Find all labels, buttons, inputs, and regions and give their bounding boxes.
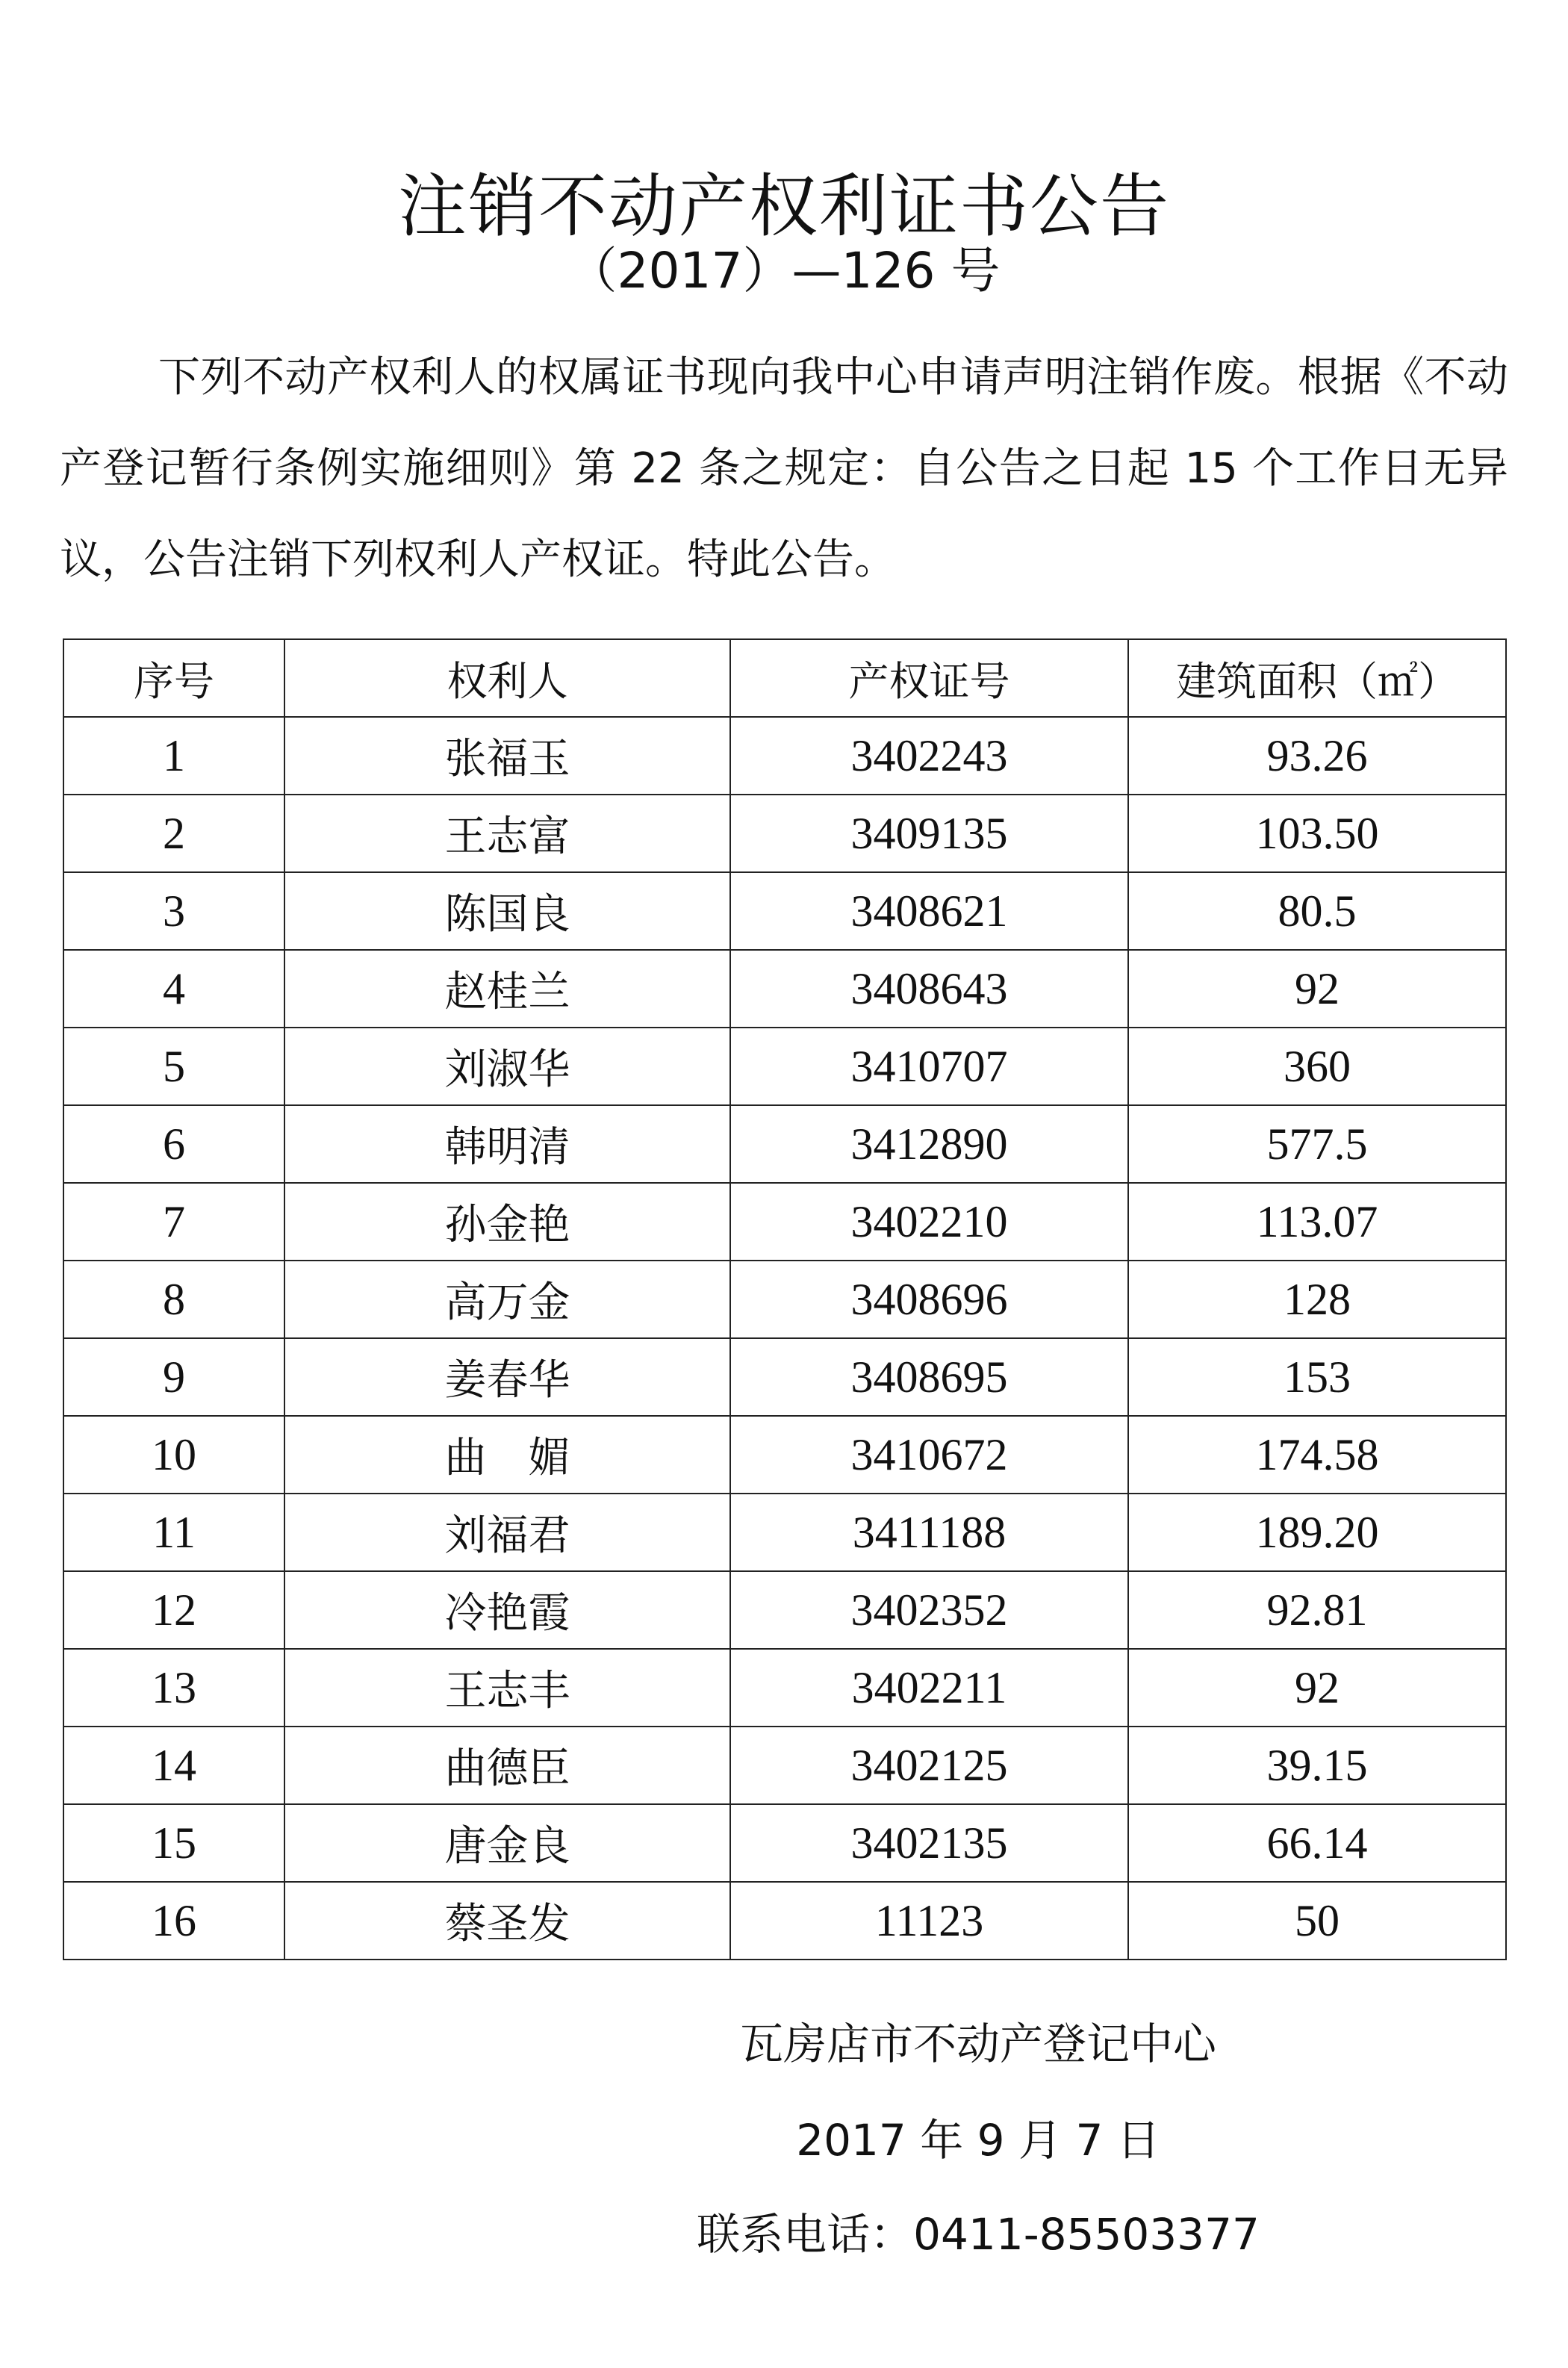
floor-area-cell: 92: [1128, 950, 1506, 1028]
header-owner: 权利人: [284, 639, 730, 717]
certificate-number-cell: 3408695: [730, 1338, 1128, 1416]
serial-number-cell: 10: [63, 1416, 284, 1494]
certificate-number-cell: 3409135: [730, 795, 1128, 872]
certificate-number-cell: 3408696: [730, 1261, 1128, 1338]
floor-area-cell: 92.81: [1128, 1571, 1506, 1649]
owner-cell: 冷艳霞: [284, 1571, 730, 1649]
floor-area-cell: 50: [1128, 1882, 1506, 1960]
table-row: [63, 950, 1506, 1028]
serial-number-cell: 6: [63, 1105, 284, 1183]
table-row: [63, 795, 1506, 872]
header-floor-area: 建筑面积（㎡）: [1128, 639, 1506, 717]
certificate-number-cell: 3402211: [730, 1649, 1128, 1727]
table-row: [63, 1571, 1506, 1649]
table-row: [63, 1028, 1506, 1105]
owner-cell: 唐金良: [284, 1804, 730, 1882]
owner-cell: 王志富: [284, 795, 730, 872]
serial-number-cell: 12: [63, 1571, 284, 1649]
owner-cell: 孙金艳: [284, 1183, 730, 1261]
table-row: [63, 1261, 1506, 1338]
floor-area-cell: 92: [1128, 1649, 1506, 1727]
serial-number-cell: 2: [63, 795, 284, 872]
certificate-number-cell: 3402135: [730, 1804, 1128, 1882]
floor-area-cell: 189.20: [1128, 1494, 1506, 1571]
owner-cell: 蔡圣发: [284, 1882, 730, 1960]
floor-area-cell: 174.58: [1128, 1416, 1506, 1494]
owner-cell: 刘福君: [284, 1494, 730, 1571]
notice-number: （2017）—126 号: [567, 242, 1001, 299]
table-row: [63, 1882, 1506, 1960]
notice-body: 下列不动产权利人的权属证书现向我中心申请声明注销作废。根据《不动产登记暂行条例实施细则》第 22 条之规定：自公告之日起 15 个工作日无异议，公告注销下列权利人产权证。特此公告。: [60, 353, 1508, 584]
serial-number-cell: 11: [63, 1494, 284, 1571]
contact-phone: 联系电话：0411-85503377: [697, 2209, 1260, 2260]
certificate-number-cell: 3411188: [730, 1494, 1128, 1571]
owner-cell: 刘淑华: [284, 1028, 730, 1105]
table-row: [63, 1649, 1506, 1727]
floor-area-cell: 360: [1128, 1028, 1506, 1105]
owner-cell: 赵桂兰: [284, 950, 730, 1028]
owner-cell: 张福玉: [284, 717, 730, 795]
certificate-number-cell: 11123: [730, 1882, 1128, 1960]
certificate-number-cell: 3402243: [730, 717, 1128, 795]
table-row: [63, 1105, 1506, 1183]
floor-area-cell: 93.26: [1128, 717, 1506, 795]
serial-number-cell: 4: [63, 950, 284, 1028]
floor-area-cell: 39.15: [1128, 1727, 1506, 1804]
table-row: [63, 1416, 1506, 1494]
table-row: [63, 1804, 1506, 1882]
table-header-row: [63, 639, 1506, 717]
certificate-number-cell: 3408643: [730, 950, 1128, 1028]
floor-area-cell: 128: [1128, 1261, 1506, 1338]
serial-number-cell: 9: [63, 1338, 284, 1416]
owner-cell: 曲 媚: [284, 1416, 730, 1494]
certificate-number-cell: 3410672: [730, 1416, 1128, 1494]
certificate-number-cell: 3402125: [730, 1727, 1128, 1804]
table-row: [63, 872, 1506, 950]
serial-number-cell: 8: [63, 1261, 284, 1338]
header-serial-number: 序号: [63, 639, 284, 717]
table-row: [63, 1727, 1506, 1804]
certificate-number-cell: 3412890: [730, 1105, 1128, 1183]
serial-number-cell: 5: [63, 1028, 284, 1105]
floor-area-cell: 80.5: [1128, 872, 1506, 950]
owner-cell: 陈国良: [284, 872, 730, 950]
table-row: [63, 717, 1506, 795]
certificate-number-cell: 3408621: [730, 872, 1128, 950]
table-row: [63, 1494, 1506, 1571]
floor-area-cell: 103.50: [1128, 795, 1506, 872]
owner-cell: 王志丰: [284, 1649, 730, 1727]
floor-area-cell: 113.07: [1128, 1183, 1506, 1261]
cancellation-table: [63, 638, 1507, 1960]
serial-number-cell: 1: [63, 717, 284, 795]
table-row: [63, 1338, 1506, 1416]
issuing-authority: 瓦房店市不动产登记中心: [739, 2019, 1216, 2069]
serial-number-cell: 7: [63, 1183, 284, 1261]
owner-cell: 韩明清: [284, 1105, 730, 1183]
floor-area-cell: 66.14: [1128, 1804, 1506, 1882]
floor-area-cell: 577.5: [1128, 1105, 1506, 1183]
serial-number-cell: 13: [63, 1649, 284, 1727]
notice-date: 2017 年 9 月 7 日: [796, 2115, 1160, 2166]
owner-cell: 高万金: [284, 1261, 730, 1338]
certificate-number-cell: 3402210: [730, 1183, 1128, 1261]
serial-number-cell: 15: [63, 1804, 284, 1882]
serial-number-cell: 16: [63, 1882, 284, 1960]
serial-number-cell: 14: [63, 1727, 284, 1804]
certificate-number-cell: 3402352: [730, 1571, 1128, 1649]
serial-number-cell: 3: [63, 872, 284, 950]
owner-cell: 姜春华: [284, 1338, 730, 1416]
floor-area-cell: 153: [1128, 1338, 1506, 1416]
certificate-number-cell: 3410707: [730, 1028, 1128, 1105]
notice-title: 注销不动产权利证书公告: [397, 166, 1170, 246]
table-row: [63, 1183, 1506, 1261]
owner-cell: 曲德臣: [284, 1727, 730, 1804]
header-certificate-number: 产权证号: [730, 639, 1128, 717]
